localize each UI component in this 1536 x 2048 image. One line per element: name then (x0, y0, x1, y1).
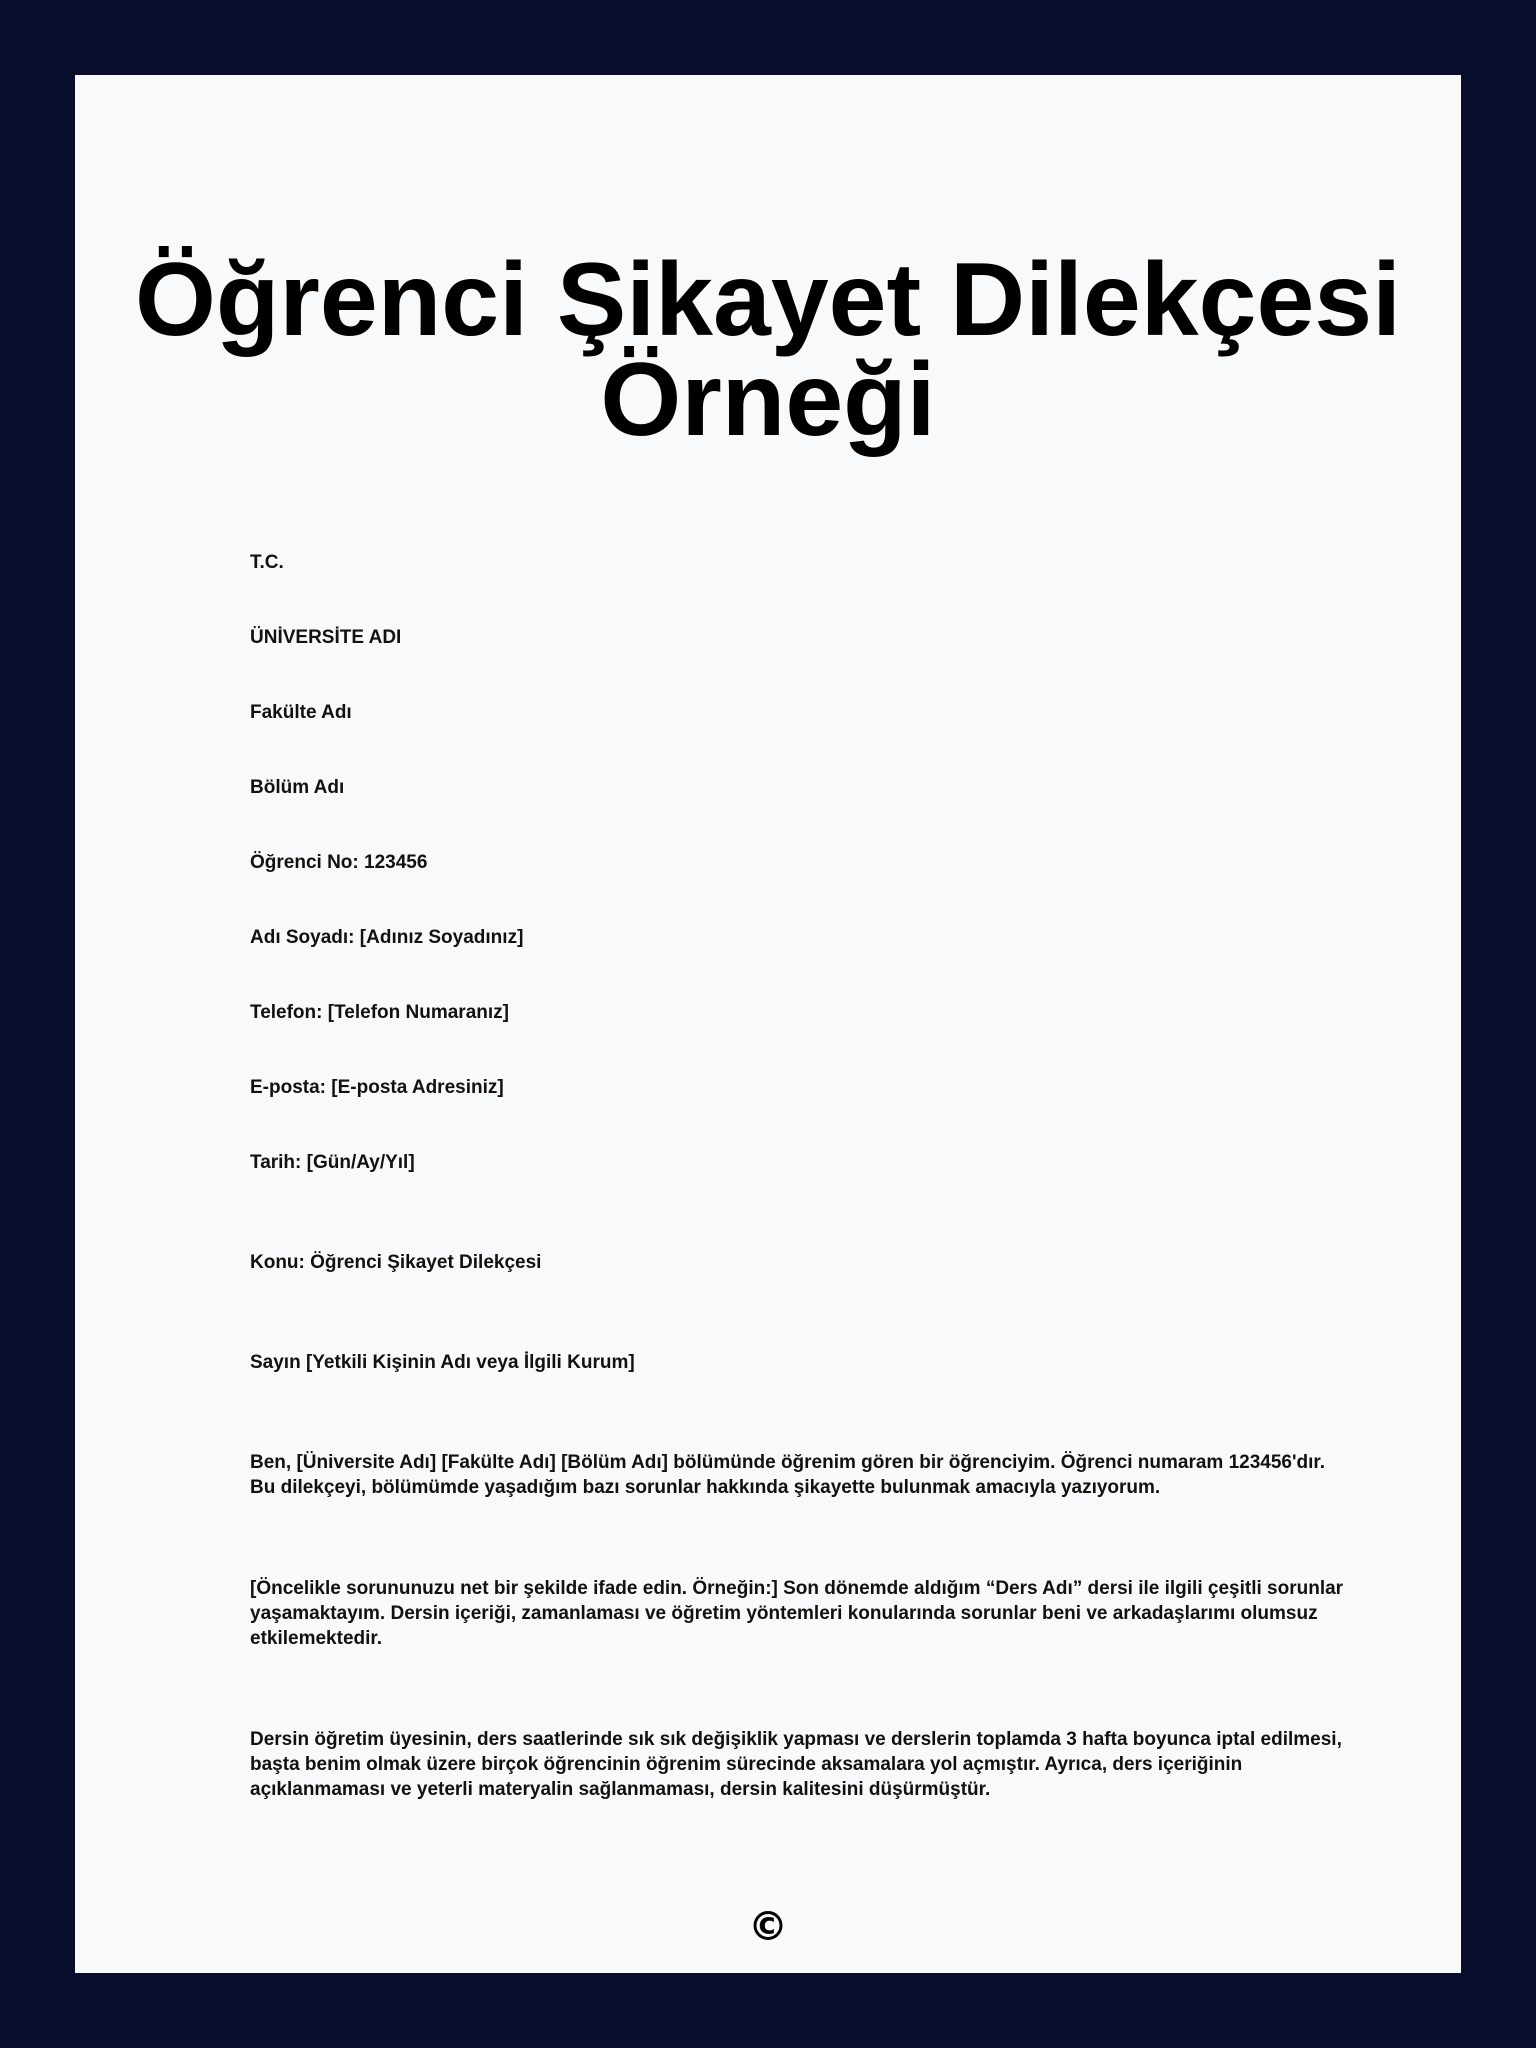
header-line-student-no: Öğrenci No: 123456 (250, 852, 428, 873)
body-paragraph-1: Ben, [Üniversite Adı] [Fakülte Adı] [Bölüm Adı] bölümünde öğrenim gören bir öğrenciyim. Öğrenci numaram 123456'dır. Bu dilekçeyi, bölümümde yaşadığım bazı sorunlar hakkında şikayette bulunmak amacıyla yazıyorum. (250, 1452, 1326, 1498)
document-page (75, 75, 1461, 1973)
header-line-name: Adı Soyadı: [Adınız Soyadınız] (250, 927, 524, 948)
copyright-icon: © (748, 1904, 788, 1950)
header-line-department: Bölüm Adı (250, 777, 345, 798)
header-line-phone: Telefon: [Telefon Numaranız] (250, 1002, 509, 1023)
subject-line: Konu: Öğrenci Şikayet Dilekçesi (250, 1252, 542, 1273)
body-paragraph-3: Dersin öğretim üyesinin, ders saatlerinde sık sık değişiklik yapması ve derslerin toplamda 3 hafta boyunca iptal edilmesi, başta benim olmak üzere birçok öğrencinin öğrenim sürecinde aksamalara yol açmıştır. Ayrıca, ders içeriğinin açıklanmaması ve yeterli materyalin sağlanmaması, dersin kalitesini düşürmüştür. (250, 1729, 1342, 1800)
body-paragraph-2: [Öncelikle sorununuzu net bir şekilde ifade edin. Örneğin:] Son dönemde aldığım “Ders Adı” dersi ile ilgili çeşitli sorunlar yaşamaktayım. Dersin içeriği, zamanlaması ve öğretim yöntemleri konularında sorunlar beni ve arkadaşlarımı olumsuz etkilemektedir. (250, 1578, 1344, 1649)
document-title: Öğrenci Şikayet Dilekçesi Örneği (134, 242, 1402, 458)
document-body (250, 550, 1350, 1878)
header-line-university: ÜNİVERSİTE ADI (250, 627, 402, 648)
header-line-date: Tarih: [Gün/Ay/Yıl] (250, 1152, 415, 1173)
header-line-faculty: Fakülte Adı (250, 702, 352, 723)
header-line-email: E-posta: [E-posta Adresiniz] (250, 1077, 504, 1098)
header-line-tc: T.C. (250, 552, 284, 573)
salutation-line: Sayın [Yetkili Kişinin Adı veya İlgili Kurum] (250, 1352, 635, 1373)
